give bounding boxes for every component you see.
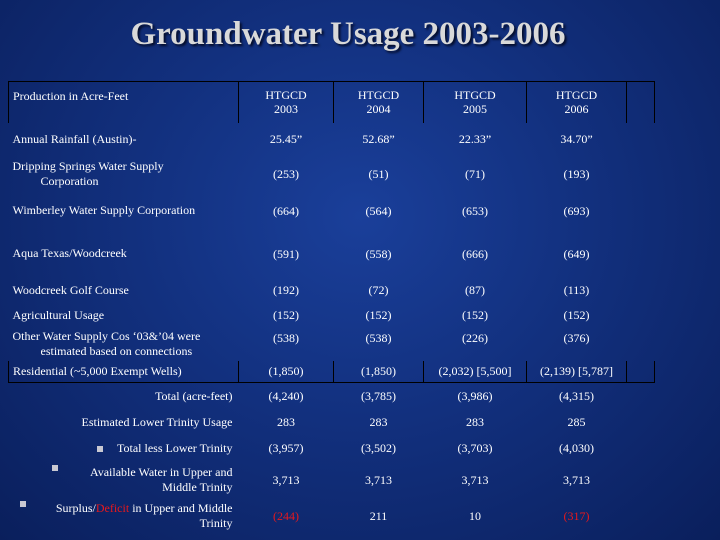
- row-label: Wimberley Water Supply Corporation: [12, 203, 196, 217]
- cell: (192): [273, 283, 299, 297]
- column-header: HTGCD 2006: [527, 82, 627, 123]
- table-header-row: [9, 82, 655, 123]
- table-row: [9, 278, 655, 303]
- cell: (72): [368, 283, 389, 297]
- row-label: Woodcreek Golf Course: [12, 282, 129, 297]
- cell: (538): [365, 330, 392, 345]
- table-row: [9, 156, 655, 192]
- groundwater-table: [8, 81, 655, 534]
- cell: (152): [462, 308, 488, 322]
- cell: (193): [563, 166, 590, 181]
- cell: 22.33”: [458, 132, 492, 146]
- bullet-icon: [52, 465, 58, 471]
- cell: 211: [369, 508, 388, 523]
- cell: (664): [273, 203, 299, 218]
- cell: (3,785): [361, 389, 396, 404]
- cell: (3,957): [268, 441, 304, 455]
- table-row: [9, 230, 655, 278]
- cell: 25.45”: [269, 132, 303, 146]
- row-label: Estimated Lower Trinity Usage: [81, 414, 233, 429]
- cell: 3,713: [563, 472, 590, 487]
- cell: (3,986): [457, 389, 493, 404]
- summary-row: [9, 498, 655, 534]
- table-row: [9, 328, 655, 361]
- cell: (51): [368, 166, 389, 181]
- cell: 285: [567, 415, 586, 429]
- cell: 3,713: [461, 472, 489, 487]
- cell: (152): [273, 308, 299, 322]
- row-label: Total (acre-feet): [155, 388, 233, 403]
- cell: 52.68”: [362, 132, 395, 146]
- cell: (4,030): [559, 441, 594, 455]
- summary-row: [9, 435, 655, 462]
- bullet-icon: [20, 501, 26, 507]
- table-row: [9, 361, 655, 383]
- cell: (653): [462, 203, 488, 218]
- cell: (538): [273, 330, 299, 345]
- cell: 3,713: [365, 472, 392, 487]
- cell: (2,139) [5,787]: [527, 361, 627, 383]
- cell: (558): [365, 246, 392, 261]
- cell: (152): [563, 308, 590, 322]
- cell: (253): [273, 166, 299, 181]
- table-row: [9, 123, 655, 156]
- column-header: HTGCD 2004: [334, 82, 424, 123]
- cell: (564): [365, 203, 392, 218]
- cell: (71): [465, 166, 485, 181]
- cell: (1,850): [334, 361, 424, 383]
- slide-title: Groundwater Usage 2003-2006: [130, 16, 566, 52]
- summary-row: [9, 383, 655, 410]
- cell: (113): [563, 283, 590, 297]
- cell: 10: [469, 508, 481, 523]
- cell: (87): [465, 283, 485, 297]
- cell: (3,703): [457, 441, 493, 455]
- cell: (591): [273, 246, 299, 261]
- cell: 283: [466, 415, 484, 429]
- summary-row: [9, 462, 655, 498]
- cell: (2,032) [5,500]: [424, 361, 527, 383]
- cell: 283: [277, 415, 295, 429]
- cell: (666): [462, 246, 488, 261]
- table-row: [9, 303, 655, 328]
- cell: (4,240): [268, 389, 304, 404]
- row-label: Surplus/Deficit in Upper and Middle Trinity: [55, 500, 233, 530]
- cell: (226): [462, 330, 488, 345]
- summary-row: [9, 410, 655, 435]
- cell: (3,502): [361, 441, 396, 455]
- cell: (4,315): [559, 389, 594, 404]
- table-row: [9, 192, 655, 230]
- column-header: HTGCD 2003: [239, 82, 334, 123]
- row-label: Residential (~5,000 Exempt Wells): [9, 361, 239, 383]
- row-label: Total less Lower Trinity: [9, 435, 239, 462]
- cell: (376): [563, 330, 590, 345]
- cell: (317): [563, 508, 590, 523]
- row-label: Other Water Supply Cos ‘03&’04 were estimated based on connections: [12, 329, 201, 358]
- cell: (649): [563, 246, 590, 261]
- header-label: Production in Acre-Feet: [9, 82, 239, 123]
- row-label: Dripping Springs Water Supply Corporation: [12, 158, 164, 188]
- bullet-icon: [97, 446, 103, 452]
- cell: (152): [365, 308, 392, 322]
- cell: (1,850): [239, 361, 334, 383]
- cell: 3,713: [272, 472, 300, 487]
- cell: 283: [369, 415, 388, 429]
- cell: (693): [563, 203, 590, 218]
- column-header: HTGCD 2005: [424, 82, 527, 123]
- row-label: Agricultural Usage: [12, 307, 105, 322]
- row-label: Annual Rainfall (Austin)-: [12, 131, 137, 146]
- row-label: Available Water in Upper and Middle Trinity: [89, 464, 233, 494]
- cell: (244): [273, 508, 299, 523]
- row-label: Aqua Texas/Woodcreek: [12, 246, 127, 260]
- cell: 34.70”: [560, 132, 593, 146]
